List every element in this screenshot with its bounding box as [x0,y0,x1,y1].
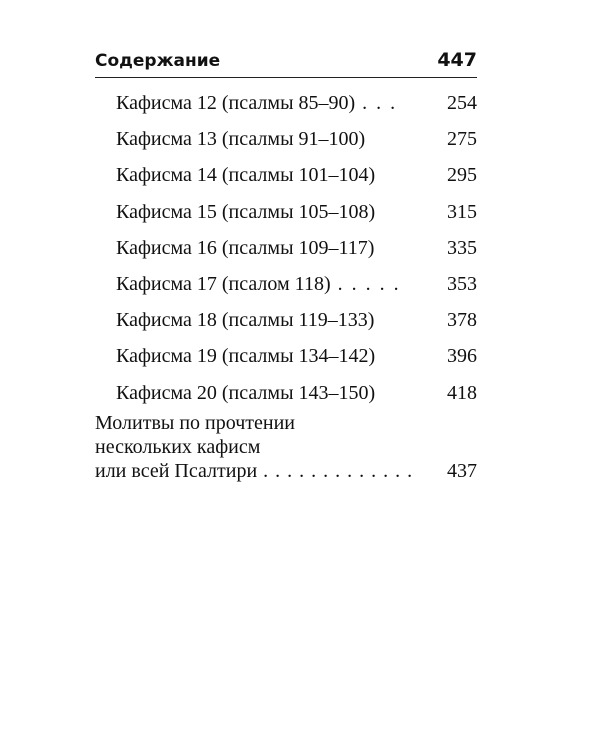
running-head-title: Содержание [95,51,221,71]
toc-entry-page: 315 [447,200,477,223]
toc-entry-line: Молитвы по прочтении [95,411,295,434]
toc-entry-line: или всей Псалтири [95,459,258,482]
toc-entry-page: 396 [447,345,477,368]
toc-entry [95,160,477,196]
toc-entry-page: 335 [447,236,477,259]
toc-entry-label: Кафисма 12 (псалмы 85–90) [116,92,356,114]
toc-entry-label: Кафисма 18 (псалмы 119–133) [116,309,375,332]
toc-entry-label: Кафисма 16 (псалмы 109–117) [116,236,375,259]
toc-entry-page: 418 [447,381,477,404]
toc-entry-label: Кафисма 17 (псалом 118) [116,272,331,295]
toc-entry-last-line [95,459,477,483]
toc-entry-prayers [95,411,477,483]
toc-entry-label: Кафисма 19 (псалмы 134–142) [116,345,376,368]
toc-entry-page: 295 [447,164,477,187]
toc-entry-page: 254 [447,92,477,114]
toc-entry-page: 378 [447,309,477,332]
toc-entry [95,197,477,233]
toc-entry-page: 353 [447,272,477,295]
toc-entry-page: 437 [447,459,477,482]
toc-entry-page: 275 [447,128,477,151]
running-head [95,47,477,78]
toc-entry-label: Кафисма 20 (псалмы 143–150) [116,381,376,404]
toc-entry [95,233,477,269]
running-head-page-number: 447 [437,49,477,71]
toc-entry [95,341,477,377]
toc-entry-line: нескольких кафисм [95,435,261,458]
toc-entry-label: Кафисма 15 (псалмы 105–108) [116,200,376,223]
toc-leader-dots: . . . [355,92,398,114]
toc-leader-dots: . . . . . [330,272,401,295]
toc-leader-dots: . . . . . . . . . . . . . [257,459,414,482]
table-of-contents [95,88,477,483]
toc-entry [95,378,477,414]
toc-entry-label: Кафисма 13 (псалмы 91–100) [116,128,366,151]
toc-entry [95,124,477,160]
toc-entry-label: Кафисма 14 (псалмы 101–104) [116,164,376,187]
toc-entry [95,305,477,341]
toc-entry [95,269,477,305]
toc-entry [95,88,477,124]
